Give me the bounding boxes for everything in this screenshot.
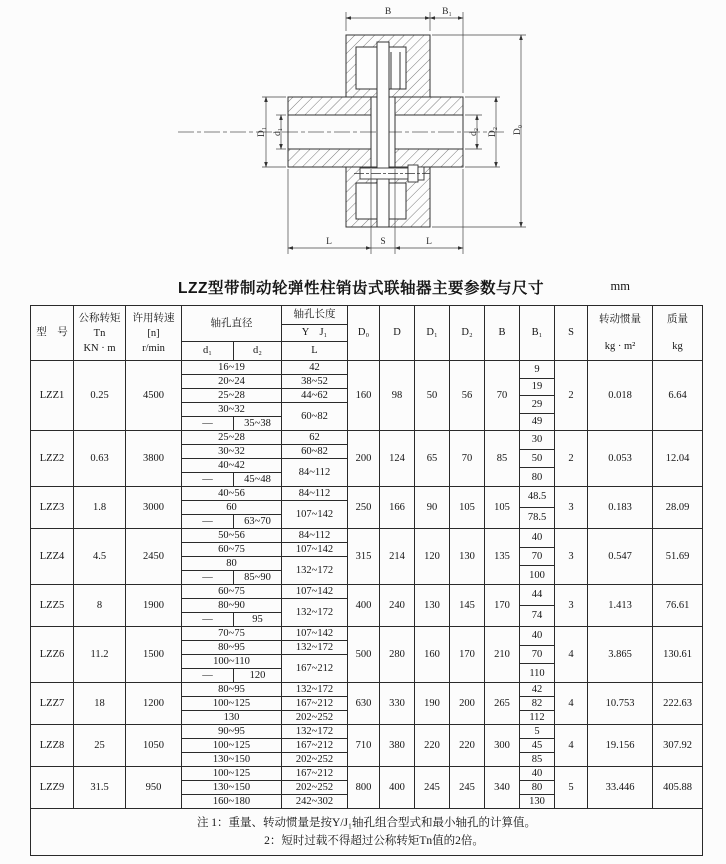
notes-cell	[31, 809, 703, 856]
cell-bore-range: 100~125	[182, 767, 282, 781]
cell-torque: 18	[74, 683, 126, 725]
cell-inertia: 0.053	[588, 431, 653, 487]
cell-bore-range: 90~95	[182, 725, 282, 739]
header-D2: D₂	[450, 306, 485, 361]
cell-speed: 2450	[126, 529, 182, 585]
cell-S: 3	[555, 529, 588, 585]
cell-length: 107~142	[282, 627, 348, 641]
cell-bore-d2: 120	[234, 669, 282, 683]
cell-B1-group	[520, 683, 555, 725]
header-torque-line2: Tn	[93, 327, 106, 339]
cell-B: 70	[485, 361, 520, 431]
dim-label-S: S	[380, 237, 386, 247]
dim-label-D0: D₀	[513, 124, 523, 136]
table-row	[31, 627, 703, 641]
cell-B1-value: 45	[520, 738, 554, 752]
header-d1: d₁	[182, 342, 234, 361]
cell-model: LZZ6	[31, 627, 74, 683]
cell-torque: 25	[74, 725, 126, 767]
cell-B1-value: 82	[520, 696, 554, 710]
cell-bore-range: 100~110	[182, 655, 282, 669]
table-header	[31, 306, 703, 361]
cell-bore-range: 100~125	[182, 697, 282, 711]
header-yj1: Y J₁	[282, 325, 348, 342]
cell-bore-d2: 45~48	[234, 473, 282, 487]
cell-bore-range: 100~125	[182, 739, 282, 753]
cell-D0: 315	[348, 529, 380, 585]
cell-B1-value: 42	[531, 683, 543, 695]
cell-D: 380	[380, 725, 415, 767]
cell-D: 214	[380, 529, 415, 585]
dim-label-D1: D₁	[257, 126, 267, 138]
header-B: B	[485, 306, 520, 361]
cell-mass: 76.61	[653, 585, 703, 627]
cell-B1-value: 19	[520, 378, 554, 396]
cell-D0: 400	[348, 585, 380, 627]
cell-D1: 220	[415, 725, 450, 767]
table-row	[31, 683, 703, 697]
cell-B1-value: 49	[520, 413, 554, 431]
cell-B1-value: 40	[531, 630, 543, 642]
cell-inertia: 3.865	[588, 627, 653, 683]
cell-D2: 56	[450, 361, 485, 431]
cell-length: 132~172	[282, 725, 348, 739]
cell-bore-range: 30~32	[182, 445, 282, 459]
dimension-right	[432, 35, 526, 227]
cell-D: 166	[380, 487, 415, 529]
cell-speed: 1900	[126, 585, 182, 627]
header-inertia-line2: kg · m²	[604, 341, 636, 352]
cell-B1-value: 40	[531, 767, 543, 779]
cell-length: 202~252	[282, 753, 348, 767]
cell-inertia: 19.156	[588, 725, 653, 767]
header-torque-line3: KN · m	[83, 342, 116, 354]
cell-length: 84~112	[282, 529, 348, 543]
cell-length: 60~82	[282, 445, 348, 459]
header-model: 型 号	[31, 306, 74, 361]
cell-speed: 950	[126, 767, 182, 809]
cell-D1: 130	[415, 585, 450, 627]
table-body	[31, 361, 703, 856]
header-speed-line1: 许用转速	[132, 312, 175, 324]
cell-model: LZZ1	[31, 361, 74, 431]
cell-B1-group	[520, 361, 555, 431]
cell-bore-range: 70~75	[182, 627, 282, 641]
cell-bore-d1: —	[182, 515, 234, 529]
dim-label-L-right: L	[426, 237, 432, 247]
cell-bore-range: 60~75	[182, 543, 282, 557]
header-inertia-line1: 转动惯量	[599, 314, 641, 325]
cell-B: 105	[485, 487, 520, 529]
cell-mass: 12.04	[653, 431, 703, 487]
cell-mass: 6.64	[653, 361, 703, 431]
cell-B1-value: 29	[520, 395, 554, 413]
cell-D0: 630	[348, 683, 380, 725]
cell-S: 2	[555, 361, 588, 431]
cell-D: 240	[380, 585, 415, 627]
cell-bore-d1: —	[182, 613, 234, 627]
dim-label-L-left: L	[326, 237, 332, 247]
cell-D1: 190	[415, 683, 450, 725]
cell-B1-value: 80	[520, 780, 554, 794]
header-D0: D₀	[348, 306, 380, 361]
cell-mass: 307.92	[653, 725, 703, 767]
cell-mass: 222.63	[653, 683, 703, 725]
cell-B1-group	[520, 627, 555, 683]
cell-inertia: 0.018	[588, 361, 653, 431]
cell-B1-value: 5	[534, 725, 540, 737]
title-bar	[30, 276, 692, 298]
header-d2: d₂	[234, 342, 282, 361]
cell-bore-d1: —	[182, 473, 234, 487]
cell-length: 107~142	[282, 585, 348, 599]
cell-B1-value: 130	[520, 794, 554, 808]
cell-D2: 245	[450, 767, 485, 809]
note-line: 2：短时过载不得超过公称转矩Tn值的2倍。	[264, 835, 484, 847]
cell-bore-range: 130~150	[182, 781, 282, 795]
unit-label: mm	[610, 279, 630, 293]
cell-model: LZZ9	[31, 767, 74, 809]
cell-length: 84~112	[282, 459, 348, 487]
cell-model: LZZ8	[31, 725, 74, 767]
table-row	[31, 529, 703, 543]
cell-bore-range: 25~28	[182, 389, 282, 403]
header-torque	[74, 306, 126, 361]
cell-model: LZZ4	[31, 529, 74, 585]
cell-mass: 28.09	[653, 487, 703, 529]
cell-B1-group	[520, 487, 555, 529]
cell-length: 132~172	[282, 683, 348, 697]
cell-D: 400	[380, 767, 415, 809]
cell-B1-value: 30	[531, 434, 543, 446]
cell-D: 124	[380, 431, 415, 487]
cell-speed: 4500	[126, 361, 182, 431]
cell-length: 242~302	[282, 795, 348, 809]
cell-bore-d2: 95	[234, 613, 282, 627]
cell-bore-d1: —	[182, 669, 234, 683]
notes-row	[31, 809, 703, 856]
cell-inertia: 33.446	[588, 767, 653, 809]
cell-D0: 710	[348, 725, 380, 767]
page-title: LZZ型带制动轮弹性柱销齿式联轴器主要参数与尺寸	[178, 280, 544, 297]
cell-D0: 200	[348, 431, 380, 487]
cell-D2: 220	[450, 725, 485, 767]
cell-torque: 8	[74, 585, 126, 627]
dim-label-d2: d₂	[469, 127, 479, 137]
cell-torque: 1.8	[74, 487, 126, 529]
cell-length: 107~142	[282, 501, 348, 529]
cell-D0: 250	[348, 487, 380, 529]
header-mass	[653, 306, 703, 361]
catalog-page	[0, 2, 726, 864]
cell-D1: 160	[415, 627, 450, 683]
cell-D2: 200	[450, 683, 485, 725]
cell-S: 4	[555, 627, 588, 683]
table-row	[31, 725, 703, 739]
header-mass-line2: kg	[672, 341, 683, 352]
table-row	[31, 585, 703, 599]
cell-bore-range: 130	[182, 711, 282, 725]
cell-model: LZZ7	[31, 683, 74, 725]
cell-B1-group	[520, 767, 555, 809]
cell-bore-range: 160~180	[182, 795, 282, 809]
cell-length: 38~52	[282, 375, 348, 389]
cell-length: 167~212	[282, 739, 348, 753]
header-torque-line1: 公称转矩	[78, 312, 121, 324]
header-bore-diameter: 轴孔直径	[182, 306, 282, 342]
cell-bore-range: 130~150	[182, 753, 282, 767]
cell-bore-range: 40~56	[182, 487, 282, 501]
table-row	[31, 767, 703, 781]
cell-S: 3	[555, 487, 588, 529]
pin-bolt	[354, 165, 430, 182]
cell-bore-range: 80~95	[182, 641, 282, 655]
cell-B1-group	[520, 725, 555, 767]
header-D1: D₁	[415, 306, 450, 361]
cell-B: 135	[485, 529, 520, 585]
cell-length: 202~252	[282, 711, 348, 725]
cell-length: 132~172	[282, 557, 348, 585]
cell-length: 44~62	[282, 389, 348, 403]
header-mass-line1: 质量	[667, 314, 688, 325]
cell-B: 265	[485, 683, 520, 725]
cell-D2: 170	[450, 627, 485, 683]
cell-length: 107~142	[282, 543, 348, 557]
header-speed-line2: [n]	[147, 327, 160, 339]
cell-bore-range: 30~32	[182, 403, 282, 417]
cell-B1-group	[520, 585, 555, 627]
table-row	[31, 487, 703, 501]
header-speed	[126, 306, 182, 361]
header-inertia	[588, 306, 653, 361]
cell-S: 4	[555, 725, 588, 767]
cell-mass: 130.61	[653, 627, 703, 683]
cell-B1-value: 70	[520, 547, 554, 566]
cell-torque: 0.25	[74, 361, 126, 431]
cell-B1-value: 74	[520, 605, 554, 626]
cell-speed: 1500	[126, 627, 182, 683]
cell-speed: 3000	[126, 487, 182, 529]
cell-B: 300	[485, 725, 520, 767]
cell-B1-value: 70	[520, 645, 554, 664]
cell-S: 4	[555, 683, 588, 725]
cell-length: 167~212	[282, 697, 348, 711]
cell-D1: 120	[415, 529, 450, 585]
cell-speed: 3800	[126, 431, 182, 487]
cell-inertia: 10.753	[588, 683, 653, 725]
cell-D2: 130	[450, 529, 485, 585]
cell-bore-range: 16~19	[182, 361, 282, 375]
cell-bore-range: 80	[182, 557, 282, 571]
cell-model: LZZ3	[31, 487, 74, 529]
cell-speed: 1050	[126, 725, 182, 767]
cell-bore-d1: —	[182, 417, 234, 431]
cell-B1-value: 44	[531, 589, 543, 601]
cell-B1-value: 9	[534, 363, 540, 375]
cell-length: 42	[282, 361, 348, 375]
cell-S: 2	[555, 431, 588, 487]
cell-bore-range: 25~28	[182, 431, 282, 445]
dim-label-B1: B₁	[442, 7, 452, 17]
cell-length: 62	[282, 431, 348, 445]
cell-bore-range: 50~56	[182, 529, 282, 543]
cell-length: 84~112	[282, 487, 348, 501]
cell-bore-range: 20~24	[182, 375, 282, 389]
cell-speed: 1200	[126, 683, 182, 725]
cell-B1-value: 50	[520, 449, 554, 468]
cell-D1: 245	[415, 767, 450, 809]
dim-label-d1: d₁	[273, 127, 283, 137]
header-L: L	[282, 342, 348, 361]
cell-bore-range: 80~95	[182, 683, 282, 697]
cell-length: 167~212	[282, 767, 348, 781]
cell-length: 202~252	[282, 781, 348, 795]
header-D: D	[380, 306, 415, 361]
cell-D: 280	[380, 627, 415, 683]
cell-bore-d2: 63~70	[234, 515, 282, 529]
cell-bore-d2: 85~90	[234, 571, 282, 585]
cell-D2: 105	[450, 487, 485, 529]
cell-D: 330	[380, 683, 415, 725]
dim-label-D2: D₂	[488, 126, 498, 138]
cell-B1-value: 110	[520, 663, 554, 682]
cell-D2: 145	[450, 585, 485, 627]
cell-B1-value: 85	[520, 752, 554, 766]
cell-S: 5	[555, 767, 588, 809]
cell-bore-range: 80~90	[182, 599, 282, 613]
cell-D0: 160	[348, 361, 380, 431]
cell-D0: 800	[348, 767, 380, 809]
cell-torque: 4.5	[74, 529, 126, 585]
cell-inertia: 0.183	[588, 487, 653, 529]
cell-bore-range: 40~42	[182, 459, 282, 473]
cell-B1-group	[520, 431, 555, 487]
dim-label-B: B	[384, 7, 392, 17]
cell-torque: 31.5	[74, 767, 126, 809]
cell-B1-value: 78.5	[520, 507, 554, 528]
header-bore-length: 轴孔长度	[282, 306, 348, 325]
cell-D1: 65	[415, 431, 450, 487]
cell-torque: 0.63	[74, 431, 126, 487]
cell-B1-value: 80	[520, 467, 554, 486]
parameters-table	[30, 305, 703, 856]
cell-B1-value: 100	[520, 565, 554, 584]
cell-torque: 11.2	[74, 627, 126, 683]
cell-B1-value: 112	[520, 710, 554, 724]
cell-D1: 50	[415, 361, 450, 431]
technical-drawing	[160, 2, 552, 268]
cell-B1-value: 40	[531, 532, 543, 544]
cell-D: 98	[380, 361, 415, 431]
cell-D0: 500	[348, 627, 380, 683]
header-B1: B₁	[520, 306, 555, 361]
cell-B: 85	[485, 431, 520, 487]
cell-B1-group	[520, 529, 555, 585]
cell-B: 210	[485, 627, 520, 683]
cell-bore-range: 60	[182, 501, 282, 515]
cell-model: LZZ5	[31, 585, 74, 627]
table-row	[31, 431, 703, 445]
cell-mass: 405.88	[653, 767, 703, 809]
cell-S: 3	[555, 585, 588, 627]
cell-B1-value: 48.5	[527, 491, 547, 503]
cell-bore-d2: 35~38	[234, 417, 282, 431]
cell-D1: 90	[415, 487, 450, 529]
cell-mass: 51.69	[653, 529, 703, 585]
cell-length: 60~82	[282, 403, 348, 431]
cell-length: 167~212	[282, 655, 348, 683]
header-speed-line3: r/min	[142, 342, 165, 354]
cell-inertia: 0.547	[588, 529, 653, 585]
cell-model: LZZ2	[31, 431, 74, 487]
cell-B: 340	[485, 767, 520, 809]
cell-D2: 70	[450, 431, 485, 487]
table-row	[31, 361, 703, 375]
note-line: 注 1：重量、转动惯量是按Y/J₁轴孔组合型式和最小轴孔的计算值。	[196, 817, 537, 829]
header-S: S	[555, 306, 588, 361]
cell-inertia: 1.413	[588, 585, 653, 627]
cell-B: 170	[485, 585, 520, 627]
cell-bore-range: 60~75	[182, 585, 282, 599]
cell-length: 132~172	[282, 599, 348, 627]
cell-bore-d1: —	[182, 571, 234, 585]
cell-length: 132~172	[282, 641, 348, 655]
center-flange-plate	[377, 42, 389, 227]
